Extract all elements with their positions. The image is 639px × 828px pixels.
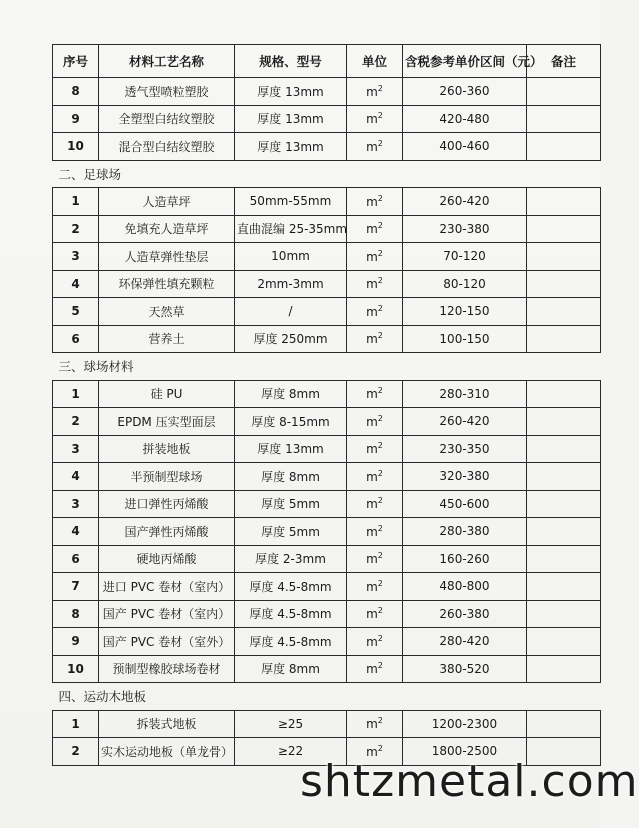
unit-exponent: 2 <box>377 633 383 643</box>
remark-cell <box>527 545 601 573</box>
section-title: 二、足球场 <box>53 160 601 188</box>
spec-cell: ≥22 <box>235 738 347 766</box>
row-number: 1 <box>53 380 99 408</box>
remark-cell <box>527 463 601 491</box>
material-name: 国产 PVC 卷材（室外） <box>99 628 235 656</box>
row-number: 3 <box>53 490 99 518</box>
price-table-body <box>53 45 601 766</box>
spec-cell: 厚度 8mm <box>235 463 347 491</box>
spec-cell: 厚度 4.5-8mm <box>235 573 347 601</box>
price-range-cell: 280-420 <box>403 628 527 656</box>
row-number: 7 <box>53 573 99 601</box>
unit-exponent: 2 <box>377 221 383 231</box>
price-range-cell: 230-350 <box>403 435 527 463</box>
unit-cell <box>347 215 403 243</box>
row-number: 9 <box>53 105 99 133</box>
price-range-cell: 1200-2300 <box>403 710 527 738</box>
material-name: 实木运动地板（单龙骨） <box>99 738 235 766</box>
spec-cell: 厚度 250mm <box>235 325 347 353</box>
price-range-cell: 120-150 <box>403 298 527 326</box>
table-row <box>53 215 601 243</box>
unit-exponent: 2 <box>377 661 383 671</box>
unit-base: m <box>366 222 378 237</box>
row-number: 1 <box>53 710 99 738</box>
unit-cell <box>347 435 403 463</box>
unit-exponent: 2 <box>377 468 383 478</box>
unit-exponent: 2 <box>377 193 383 203</box>
unit-exponent: 2 <box>377 523 383 533</box>
unit-base: m <box>366 139 378 154</box>
material-name: 拼装地板 <box>99 435 235 463</box>
spec-cell: 厚度 5mm <box>235 490 347 518</box>
spec-cell: ≥25 <box>235 710 347 738</box>
remark-cell <box>527 380 601 408</box>
price-range-cell: 260-420 <box>403 188 527 216</box>
material-name: 天然草 <box>99 298 235 326</box>
row-number: 3 <box>53 243 99 271</box>
spec-cell: 厚度 5mm <box>235 518 347 546</box>
unit-base: m <box>366 277 378 292</box>
unit-base: m <box>366 249 378 264</box>
remark-cell <box>527 435 601 463</box>
remark-cell <box>527 215 601 243</box>
spec-cell: 厚度 4.5-8mm <box>235 628 347 656</box>
header-price-range: 含税参考单价区间（元） <box>403 45 527 78</box>
spec-cell: 50mm-55mm <box>235 188 347 216</box>
unit-base: m <box>366 194 378 209</box>
material-name: 人造草坪 <box>99 188 235 216</box>
material-name: 进口 PVC 卷材（室内） <box>99 573 235 601</box>
table-row <box>53 408 601 436</box>
unit-cell <box>347 188 403 216</box>
unit-exponent: 2 <box>377 83 383 93</box>
unit-exponent: 2 <box>377 303 383 313</box>
table-row <box>53 270 601 298</box>
unit-base: m <box>366 634 378 649</box>
unit-cell <box>347 325 403 353</box>
table-header-row <box>53 45 601 78</box>
spec-cell: 厚度 2-3mm <box>235 545 347 573</box>
unit-base: m <box>366 304 378 319</box>
row-number: 9 <box>53 628 99 656</box>
unit-base: m <box>366 414 378 429</box>
unit-cell <box>347 133 403 161</box>
price-range-cell: 230-380 <box>403 215 527 243</box>
unit-cell <box>347 243 403 271</box>
remark-cell <box>527 325 601 353</box>
unit-cell <box>347 545 403 573</box>
material-name: EPDM 压实型面层 <box>99 408 235 436</box>
remark-cell <box>527 710 601 738</box>
watermark-text: shtzmetal.com <box>300 756 639 807</box>
header-spec: 规格、型号 <box>235 45 347 78</box>
remark-cell <box>527 78 601 106</box>
table-row <box>53 655 601 683</box>
table-row <box>53 105 601 133</box>
row-number: 1 <box>53 188 99 216</box>
unit-base: m <box>366 387 378 402</box>
material-name: 国产 PVC 卷材（室内） <box>99 600 235 628</box>
unit-exponent: 2 <box>377 551 383 561</box>
unit-exponent: 2 <box>377 716 383 726</box>
row-number: 6 <box>53 545 99 573</box>
table-row <box>53 600 601 628</box>
spec-cell: 厚度 4.5-8mm <box>235 600 347 628</box>
material-name: 混合型白结纹塑胶 <box>99 133 235 161</box>
price-table <box>52 44 601 766</box>
unit-base: m <box>366 607 378 622</box>
unit-cell <box>347 270 403 298</box>
unit-exponent: 2 <box>377 441 383 451</box>
table-row <box>53 628 601 656</box>
unit-cell <box>347 408 403 436</box>
remark-cell <box>527 105 601 133</box>
table-row <box>53 710 601 738</box>
unit-exponent: 2 <box>377 496 383 506</box>
unit-base: m <box>366 442 378 457</box>
table-row <box>53 463 601 491</box>
unit-cell <box>347 78 403 106</box>
unit-base: m <box>366 332 378 347</box>
price-range-cell: 400-460 <box>403 133 527 161</box>
material-name: 进口弹性丙烯酸 <box>99 490 235 518</box>
unit-cell <box>347 628 403 656</box>
unit-cell <box>347 490 403 518</box>
material-name: 硬地丙烯酸 <box>99 545 235 573</box>
price-range-cell: 380-520 <box>403 655 527 683</box>
unit-base: m <box>366 579 378 594</box>
price-range-cell: 260-380 <box>403 600 527 628</box>
remark-cell <box>527 600 601 628</box>
unit-exponent: 2 <box>377 331 383 341</box>
unit-base: m <box>366 84 378 99</box>
remark-cell <box>527 133 601 161</box>
table-row <box>53 188 601 216</box>
unit-base: m <box>366 662 378 677</box>
spec-cell: 厚度 8mm <box>235 655 347 683</box>
row-number: 8 <box>53 600 99 628</box>
unit-base: m <box>366 717 378 732</box>
section-title: 三、球场材料 <box>53 353 601 381</box>
remark-cell <box>527 655 601 683</box>
unit-cell <box>347 298 403 326</box>
row-number: 3 <box>53 435 99 463</box>
section-header-row <box>53 160 601 188</box>
price-range-cell: 70-120 <box>403 243 527 271</box>
table-row <box>53 573 601 601</box>
header-remark: 备注 <box>527 45 601 78</box>
price-range-cell: 260-420 <box>403 408 527 436</box>
row-number: 5 <box>53 298 99 326</box>
price-range-cell: 100-150 <box>403 325 527 353</box>
material-name: 人造草弹性垫层 <box>99 243 235 271</box>
spec-cell: 厚度 13mm <box>235 105 347 133</box>
material-name: 国产弹性丙烯酸 <box>99 518 235 546</box>
spec-cell: 厚度 8mm <box>235 380 347 408</box>
unit-cell <box>347 655 403 683</box>
material-name: 全塑型白结纹塑胶 <box>99 105 235 133</box>
price-range-cell: 1800-2500 <box>403 738 527 766</box>
remark-cell <box>527 490 601 518</box>
spec-cell: 厚度 13mm <box>235 133 347 161</box>
unit-cell <box>347 105 403 133</box>
material-name: 拆装式地板 <box>99 710 235 738</box>
material-name: 环保弹性填充颗粒 <box>99 270 235 298</box>
header-unit: 单位 <box>347 45 403 78</box>
material-name: 营养土 <box>99 325 235 353</box>
material-name: 透气型喷粒塑胶 <box>99 78 235 106</box>
price-range-cell: 160-260 <box>403 545 527 573</box>
unit-cell <box>347 380 403 408</box>
row-number: 10 <box>53 655 99 683</box>
remark-cell <box>527 270 601 298</box>
row-number: 2 <box>53 408 99 436</box>
unit-base: m <box>366 469 378 484</box>
material-name: 硅 PU <box>99 380 235 408</box>
section-header-row <box>53 683 601 711</box>
remark-cell <box>527 573 601 601</box>
material-name: 预制型橡胶球场卷材 <box>99 655 235 683</box>
table-row <box>53 298 601 326</box>
price-range-cell: 480-800 <box>403 573 527 601</box>
row-number: 2 <box>53 215 99 243</box>
table-row <box>53 518 601 546</box>
spec-cell: / <box>235 298 347 326</box>
unit-cell <box>347 573 403 601</box>
unit-base: m <box>366 744 378 759</box>
remark-cell <box>527 408 601 436</box>
table-row <box>53 78 601 106</box>
unit-cell <box>347 710 403 738</box>
unit-exponent: 2 <box>377 413 383 423</box>
unit-exponent: 2 <box>377 743 383 753</box>
remark-cell <box>527 518 601 546</box>
price-range-cell: 260-360 <box>403 78 527 106</box>
unit-cell <box>347 518 403 546</box>
spec-cell: 厚度 8-15mm <box>235 408 347 436</box>
unit-exponent: 2 <box>377 248 383 258</box>
table-row <box>53 243 601 271</box>
unit-exponent: 2 <box>377 578 383 588</box>
remark-cell <box>527 188 601 216</box>
material-name: 半预制型球场 <box>99 463 235 491</box>
row-number: 2 <box>53 738 99 766</box>
remark-cell <box>527 243 601 271</box>
remark-cell <box>527 298 601 326</box>
unit-cell <box>347 600 403 628</box>
unit-exponent: 2 <box>377 111 383 121</box>
spec-cell: 直曲混编 25-35mm <box>235 215 347 243</box>
unit-exponent: 2 <box>377 276 383 286</box>
price-range-cell: 420-480 <box>403 105 527 133</box>
table-row <box>53 325 601 353</box>
row-number: 6 <box>53 325 99 353</box>
section-title: 四、运动木地板 <box>53 683 601 711</box>
spec-cell: 10mm <box>235 243 347 271</box>
row-number: 10 <box>53 133 99 161</box>
row-number: 8 <box>53 78 99 106</box>
unit-exponent: 2 <box>377 606 383 616</box>
price-range-cell: 320-380 <box>403 463 527 491</box>
unit-cell <box>347 463 403 491</box>
table-row <box>53 545 601 573</box>
section-header-row <box>53 353 601 381</box>
price-range-cell: 280-310 <box>403 380 527 408</box>
row-number: 4 <box>53 463 99 491</box>
table-row <box>53 380 601 408</box>
price-range-cell: 80-120 <box>403 270 527 298</box>
unit-base: m <box>366 497 378 512</box>
unit-base: m <box>366 552 378 567</box>
row-number: 4 <box>53 270 99 298</box>
price-range-cell: 450-600 <box>403 490 527 518</box>
unit-exponent: 2 <box>377 386 383 396</box>
material-name: 免填充人造草坪 <box>99 215 235 243</box>
row-number: 4 <box>53 518 99 546</box>
spec-cell: 厚度 13mm <box>235 435 347 463</box>
price-range-cell: 280-380 <box>403 518 527 546</box>
unit-base: m <box>366 112 378 127</box>
unit-exponent: 2 <box>377 138 383 148</box>
remark-cell <box>527 628 601 656</box>
spec-cell: 厚度 13mm <box>235 78 347 106</box>
header-material-name: 材料工艺名称 <box>99 45 235 78</box>
unit-base: m <box>366 524 378 539</box>
table-row <box>53 435 601 463</box>
table-row <box>53 133 601 161</box>
table-row <box>53 490 601 518</box>
header-serial: 序号 <box>53 45 99 78</box>
spec-cell: 2mm-3mm <box>235 270 347 298</box>
